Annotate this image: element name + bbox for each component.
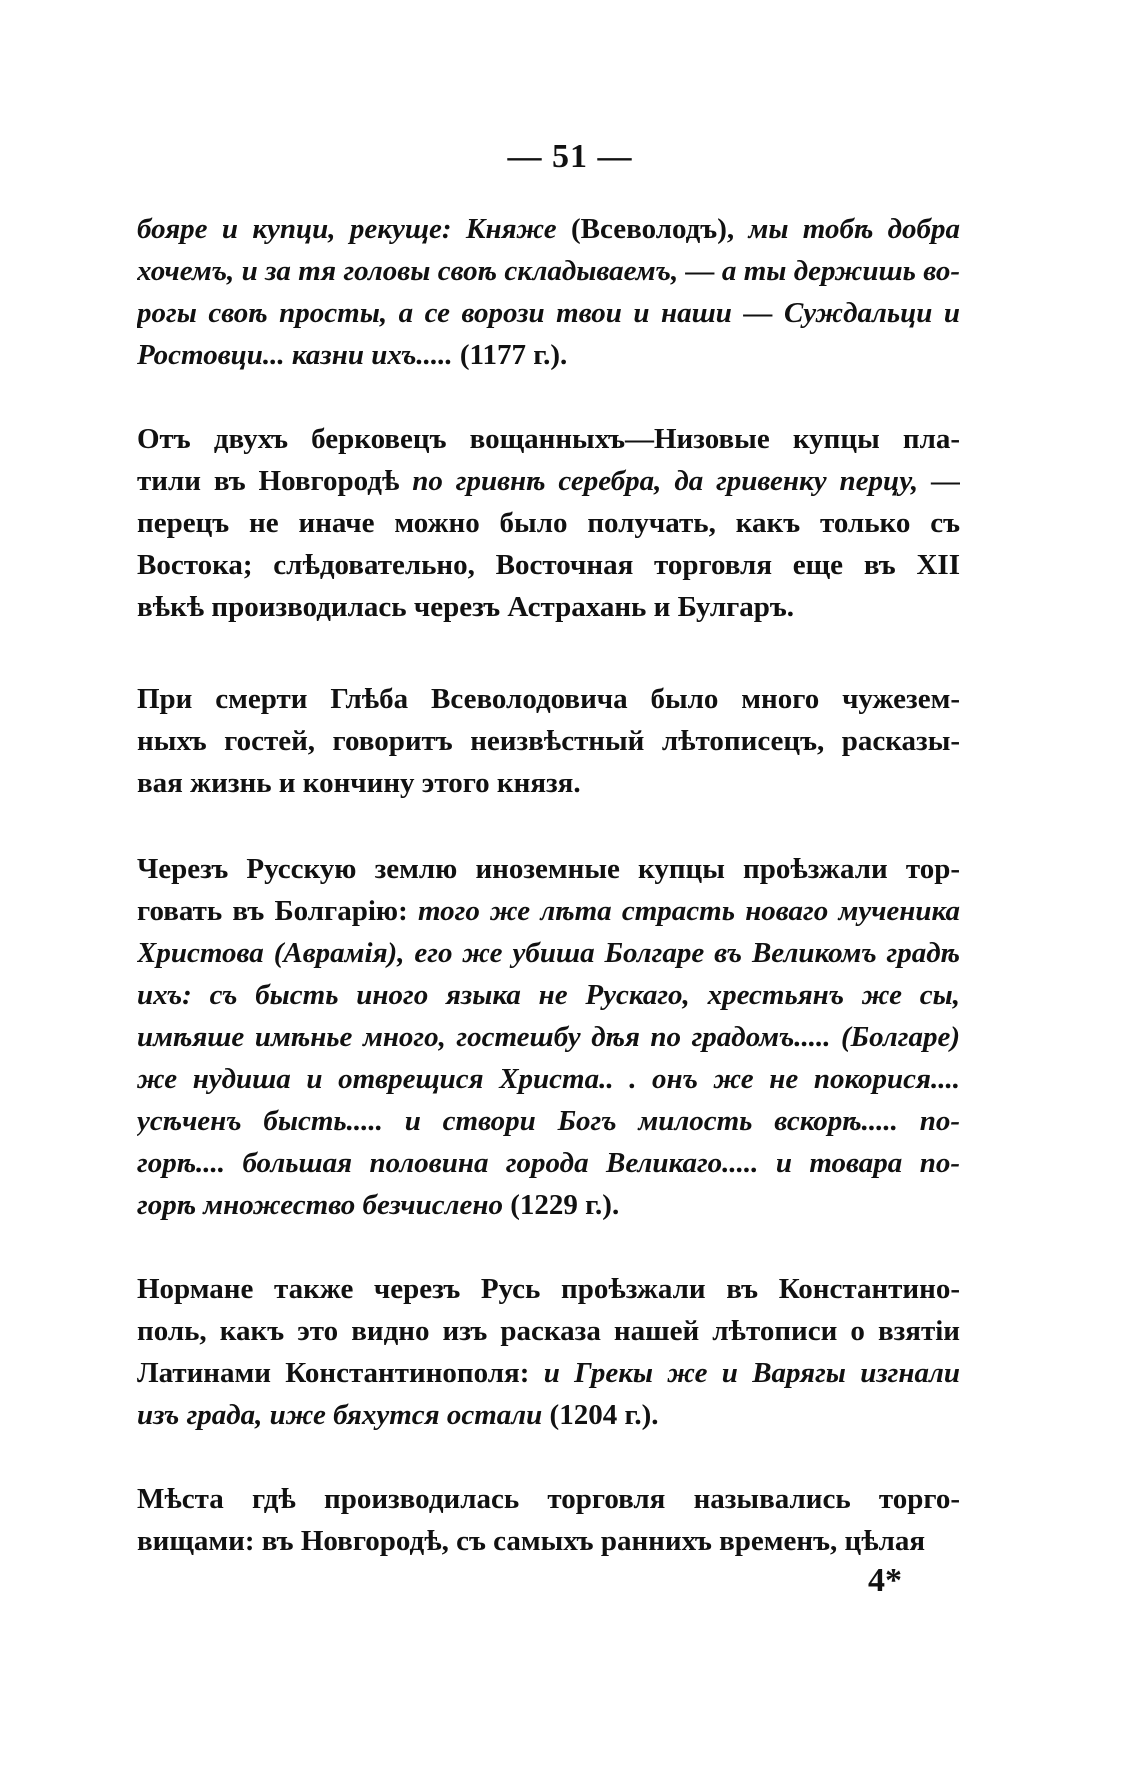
text-segment: вищами: въ Новгородѣ, съ самыхъ раннихъ временъ, цѣлая — [137, 1525, 926, 1557]
italic-quote-segment: изъ града, иже бяхутся остали — [137, 1399, 550, 1431]
text-line — [137, 932, 960, 974]
text-segment: поль, какъ это видно изъ расказа нашей лѣтописи о взятіи — [137, 1315, 960, 1347]
text-line — [137, 1352, 960, 1394]
text-segment: При смерти Глѣба Всеволодовича было много чужезем- — [137, 683, 960, 715]
paragraph-4 — [137, 848, 960, 1226]
text-segment: Востока; слѣдовательно, Восточная торговля еще въ XII — [137, 549, 960, 581]
italic-quote-segment: того же лѣта страсть новаго мученика — [417, 895, 960, 927]
text-line — [137, 1058, 960, 1100]
paragraph-3 — [137, 678, 960, 804]
italic-quote-segment: хочемъ, и за тя головы своѣ складываемъ, — а ты держишь во- — [137, 255, 960, 287]
italic-quote-segment: же нудиша и отврещися Христа.. . онъ же не покорися.... — [137, 1063, 960, 1095]
text-line — [137, 1478, 960, 1520]
text-line — [137, 1142, 960, 1184]
italic-quote-segment: усѣченъ бысть..... и створи Богъ милость вскорѣ..... по- — [137, 1105, 960, 1137]
text-segment: вая жизнь и кончину этого князя. — [137, 767, 581, 799]
italic-quote-segment: горѣ множество безчислено — [137, 1189, 511, 1221]
paragraph-6 — [137, 1478, 960, 1562]
text-line — [137, 250, 960, 292]
text-line — [137, 1310, 960, 1352]
text-line — [137, 720, 960, 762]
italic-quote-segment: Ростовци... казни ихъ..... — [137, 339, 460, 371]
text-line — [137, 334, 960, 376]
text-line — [137, 502, 960, 544]
text-line — [137, 460, 960, 502]
text-line — [137, 544, 960, 586]
signature-mark: 4* — [868, 1562, 902, 1599]
text-line — [137, 848, 960, 890]
text-line — [137, 1394, 960, 1436]
text-line — [137, 1016, 960, 1058]
italic-quote-segment: горѣ.... большая половина города Великаго..... и товара по- — [137, 1147, 960, 1179]
text-line — [137, 208, 960, 250]
text-segment: (1177 г.). — [459, 339, 568, 371]
paragraph-2 — [137, 418, 960, 628]
page-number: — 51 — — [507, 138, 633, 175]
text-line — [137, 1520, 960, 1562]
italic-quote-segment: рогы своѣ просты, а се ворози твои и наши — Суждальци и — [137, 297, 960, 329]
text-line — [137, 678, 960, 720]
paragraph-5 — [137, 1268, 960, 1436]
text-segment: вѣкѣ производилась черезъ Астрахань и Булгаръ. — [137, 591, 795, 623]
text-line — [137, 762, 960, 804]
text-segment: — — [930, 465, 960, 497]
text-segment: (Всеволодъ), — [571, 213, 749, 245]
text-segment: Мѣста гдѣ производилась торговля назывались торго- — [137, 1483, 960, 1515]
text-segment: (1204 г.). — [549, 1399, 659, 1431]
text-line — [137, 1268, 960, 1310]
text-line — [137, 890, 960, 932]
italic-quote-segment: имѣяше имѣнье много, гостешбу дѣя по градомъ..... (Болгаре) — [137, 1021, 960, 1053]
text-segment: перецъ не иначе можно было получать, какъ только съ — [137, 507, 960, 539]
text-line — [137, 586, 960, 628]
italic-quote-segment: по гривнѣ серебра, да гривенку перцу, — [412, 465, 931, 497]
text-segment: Отъ двухъ берковецъ вощанныхъ—Низовые купцы пла- — [137, 423, 960, 455]
text-line — [137, 292, 960, 334]
text-line — [137, 1184, 960, 1226]
text-segment: Нормане также черезъ Русь проѣзжали въ Константино- — [137, 1273, 960, 1305]
italic-quote-segment: Христова (Аврамія), его же убиша Болгаре въ Великомъ градѣ — [137, 937, 960, 969]
text-line — [137, 974, 960, 1016]
text-segment: ныхъ гостей, говоритъ неизвѣстный лѣтописецъ, расказы- — [137, 725, 960, 757]
italic-quote-segment: ихъ: съ бысть иного языка не Рускаго, хрестьянъ же сы, — [137, 979, 960, 1011]
text-segment: (1229 г.). — [510, 1189, 620, 1221]
text-line — [137, 418, 960, 460]
text-segment: говать въ Болгарію: — [137, 895, 418, 927]
italic-quote-segment: и Грекы же и Варягы изгнали — [543, 1357, 960, 1389]
text-segment: Черезъ Русскую землю иноземные купцы проѣзжали тор- — [137, 853, 960, 885]
text-line — [137, 1100, 960, 1142]
text-segment: Латинами Константинополя: — [137, 1357, 544, 1389]
italic-quote-segment: бояре и купци, рекуще: Княже — [137, 213, 572, 245]
text-segment: тили въ Новгородѣ — [137, 465, 413, 497]
italic-quote-segment: мы тобѣ добра — [748, 213, 960, 245]
paragraph-1 — [137, 208, 960, 376]
